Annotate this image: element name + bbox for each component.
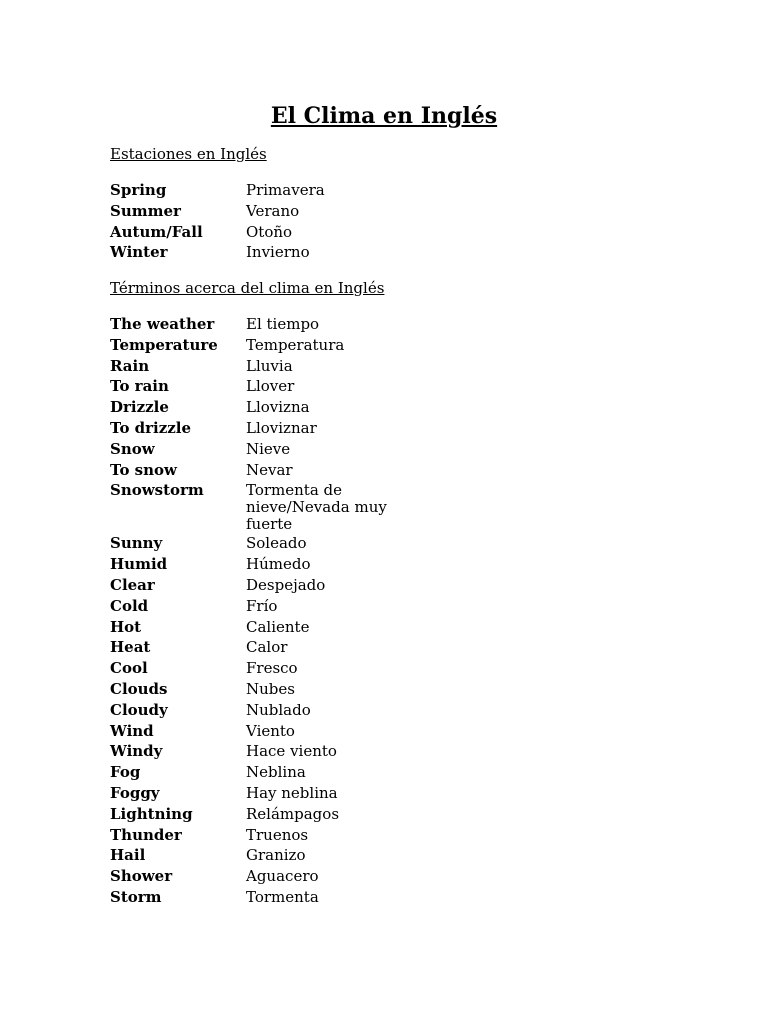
vocab-row — [110, 866, 430, 887]
spanish-translation: Caliente — [246, 617, 310, 636]
vocab-row — [110, 533, 430, 554]
english-term: To snow — [110, 460, 177, 479]
seasons-heading: Estaciones en Inglés — [110, 145, 267, 163]
english-term: Rain — [110, 356, 150, 375]
spanish-translation: Hay neblina — [246, 783, 338, 802]
english-term: Windy — [110, 742, 163, 761]
vocab-row — [110, 397, 430, 418]
english-term: Temperature — [110, 335, 218, 354]
vocab-row — [110, 804, 430, 825]
english-term: Snowstorm — [110, 481, 204, 500]
english-term: Fog — [110, 763, 141, 782]
spanish-translation: Neblina — [246, 763, 306, 782]
vocab-row — [110, 180, 430, 201]
english-term: Drizzle — [110, 398, 169, 417]
english-term: Clear — [110, 575, 155, 594]
vocab-row — [110, 222, 430, 243]
spanish-translation: Calor — [246, 638, 288, 657]
english-term: Humid — [110, 555, 168, 574]
english-term: Hail — [110, 846, 146, 865]
english-term: Snow — [110, 439, 155, 458]
seasons-list — [110, 180, 430, 263]
spanish-translation: Lluvia — [246, 356, 293, 375]
english-term: Clouds — [110, 679, 168, 698]
terms-heading: Términos acerca del clima en Inglés — [110, 279, 385, 297]
spanish-translation: Tormenta de nieve/Nevada muy fuerte — [246, 481, 387, 534]
english-term: To drizzle — [110, 418, 192, 437]
english-term: Sunny — [110, 534, 163, 553]
english-term: Lightning — [110, 804, 193, 823]
english-term: Summer — [110, 201, 181, 220]
vocab-row — [110, 845, 430, 866]
english-term: Thunder — [110, 825, 182, 844]
spanish-translation: Aguacero — [246, 867, 319, 886]
spanish-translation: Húmedo — [246, 555, 311, 574]
vocab-row — [110, 480, 430, 533]
vocab-row — [110, 679, 430, 700]
vocab-row — [110, 575, 430, 596]
vocab-row — [110, 721, 430, 742]
vocab-row — [110, 335, 430, 356]
vocab-row — [110, 201, 430, 222]
vocab-row — [110, 596, 430, 617]
english-term: Heat — [110, 638, 151, 657]
spanish-translation: Tormenta — [246, 887, 319, 906]
terms-list — [110, 314, 430, 908]
spanish-translation: Despejado — [246, 575, 326, 594]
english-term: To rain — [110, 377, 169, 396]
vocab-row — [110, 637, 430, 658]
vocab-row — [110, 658, 430, 679]
spanish-translation: Relámpagos — [246, 804, 340, 823]
vocab-row — [110, 741, 430, 762]
page-title: El Clima en Inglés — [270, 103, 498, 129]
spanish-translation: Nevar — [246, 460, 293, 479]
vocab-row — [110, 242, 430, 263]
english-term: Hot — [110, 617, 142, 636]
english-term: Foggy — [110, 783, 160, 802]
spanish-translation: Truenos — [246, 825, 309, 844]
spanish-translation: Fresco — [246, 659, 298, 678]
english-term: The weather — [110, 315, 215, 333]
spanish-translation: Soleado — [246, 534, 307, 553]
spanish-translation: Frío — [246, 596, 278, 615]
english-term: Cloudy — [110, 700, 168, 719]
spanish-translation: Invierno — [246, 243, 310, 262]
spanish-translation: Llover — [246, 377, 295, 396]
english-term: Cold — [110, 596, 149, 615]
vocab-row — [110, 376, 430, 397]
spanish-translation: Nieve — [246, 439, 291, 458]
spanish-translation: Hace viento — [246, 742, 337, 761]
spanish-translation: Otoño — [246, 222, 293, 241]
spanish-translation: Granizo — [246, 846, 306, 865]
spanish-translation: Viento — [246, 721, 295, 740]
vocab-row — [110, 700, 430, 721]
vocab-row — [110, 825, 430, 846]
english-term: Storm — [110, 887, 162, 906]
english-term: Shower — [110, 867, 173, 886]
vocab-row — [110, 356, 430, 377]
vocab-row — [110, 762, 430, 783]
vocab-row — [110, 314, 430, 335]
spanish-translation: Temperatura — [246, 335, 345, 354]
vocab-row — [110, 617, 430, 638]
english-term: Cool — [110, 659, 148, 678]
english-term: Autum/Fall — [110, 222, 203, 241]
spanish-translation: Primavera — [246, 181, 325, 199]
spanish-translation: Llovizna — [246, 398, 310, 417]
spanish-translation: Verano — [246, 201, 300, 220]
vocab-row — [110, 783, 430, 804]
english-term: Winter — [110, 243, 168, 262]
vocab-row — [110, 418, 430, 439]
vocab-row — [110, 439, 430, 460]
vocab-row — [110, 554, 430, 575]
spanish-translation: Lloviznar — [246, 418, 317, 437]
vocab-row — [110, 460, 430, 481]
spanish-translation: Nublado — [246, 700, 311, 719]
english-term: Spring — [110, 181, 167, 199]
english-term: Wind — [110, 721, 154, 740]
vocab-row — [110, 887, 430, 908]
spanish-translation: El tiempo — [246, 315, 320, 333]
spanish-translation: Nubes — [246, 679, 295, 698]
